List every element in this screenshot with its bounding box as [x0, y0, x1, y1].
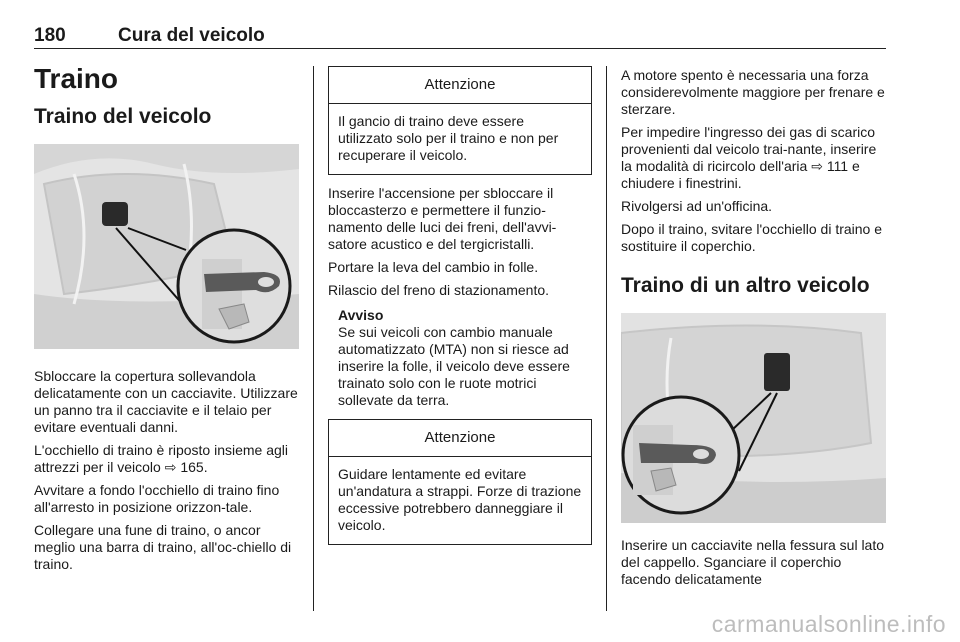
- paragraph: Per impedire l'ingresso dei gas di scarico provenienti dal veicolo trai-nante, inserire la modalità di ricircolo dell'aria ⇨ 111 e chiudere i finestrini.: [621, 124, 877, 191]
- paragraph: Rilascio del freno di stazionamento.: [328, 282, 550, 298]
- page-title: Traino: [34, 63, 119, 94]
- watermark: carmanualsonline.info: [711, 611, 946, 637]
- column-3: [621, 62, 886, 588]
- notice-title: Avviso: [338, 307, 384, 323]
- page-header: [34, 22, 886, 49]
- warning-title: Attenzione: [329, 67, 591, 104]
- paragraph: Portare la leva del cambio in folle.: [328, 259, 539, 275]
- paragraph: Inserire l'accensione per sbloccare il bloccasterzo e permettere il funzio-namento delle luci dei freni, dell'avvi-satore acustico e del tergicristalli.: [328, 185, 557, 252]
- notice-text: Se sui veicoli con cambio manuale automatizzato (MTA) non si riesce ad inserire la folle, il veicolo deve essere trainato solo con le ruote motrici sollevate da terra.: [338, 324, 570, 408]
- warning-box: [328, 419, 592, 545]
- paragraph: Avvitare a fondo l'occhiello di traino fino all'arresto in posizione orizzon-tale.: [34, 482, 280, 515]
- paragraph: L'occhiello di traino è riposto insieme agli attrezzi per il veicolo ⇨ 165.: [34, 442, 289, 475]
- page-number: 180: [34, 25, 66, 46]
- paragraph: Inserire un cacciavite nella fessura sul lato del cappello. Sganciare il coperchio facendo delicatamente: [621, 537, 885, 587]
- warning-text: Il gancio di traino deve essere utilizzato solo per il traino e non per recuperare il veicolo.: [338, 113, 559, 163]
- column-1: [34, 62, 299, 573]
- paragraph: A motore spento è necessaria una forza considerevolmente maggiore per frenare e sterzare.: [621, 67, 885, 117]
- towing-eye-rear-illustration: [621, 313, 886, 523]
- paragraph: Sbloccare la copertura sollevandola delicatamente con un cacciavite. Utilizzare un panno tra il cacciavite e il telaio per evitare eventuali danni.: [34, 368, 298, 435]
- towing-eye-front-illustration: [34, 144, 299, 349]
- column-2: [328, 62, 592, 545]
- notice-box: [338, 307, 592, 409]
- warning-title: Attenzione: [329, 420, 591, 457]
- paragraph: Rivolgersi ad un'officina.: [621, 198, 773, 214]
- subsection-title: Traino di un altro veicolo: [621, 274, 870, 297]
- column-divider: [606, 66, 607, 611]
- subsection-title: Traino del veicolo: [34, 105, 212, 128]
- paragraph: Collegare una fune di traino, o ancor meglio una barra di traino, all'oc-chiello di traino.: [34, 522, 292, 572]
- column-divider: [313, 66, 314, 611]
- warning-box: [328, 66, 592, 175]
- paragraph: Dopo il traino, svitare l'occhiello di traino e sostituire il coperchio.: [621, 221, 883, 254]
- warning-text: Guidare lentamente ed evitare un'andatura a strappi. Forze di trazione eccessive potrebbero danneggiare il veicolo.: [338, 466, 582, 533]
- section-title: Cura del veicolo: [118, 25, 265, 46]
